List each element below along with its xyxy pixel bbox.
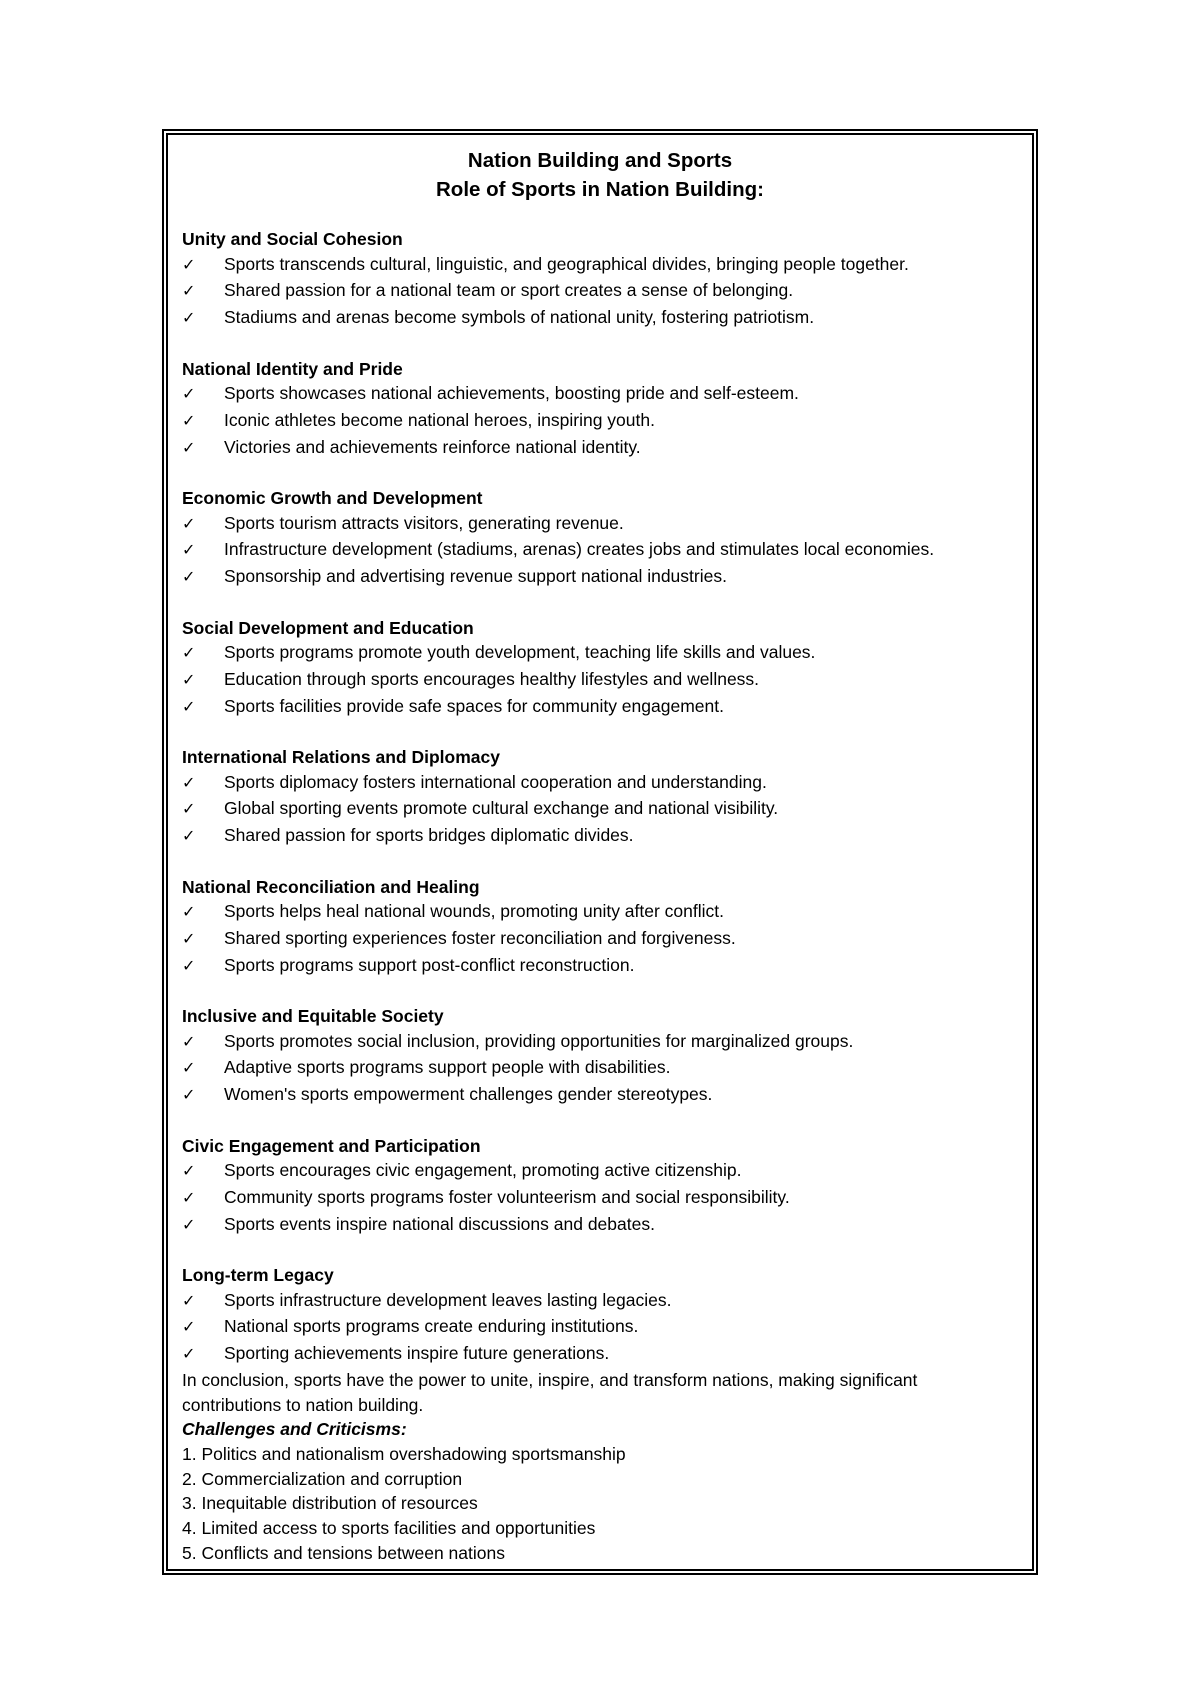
list-item-text: Sports events inspire national discussions and debates. — [224, 1213, 655, 1234]
list-item-text: Sponsorship and advertising revenue support national industries. — [224, 566, 727, 587]
checkmark-icon: ✓ — [182, 569, 196, 587]
bullet-list — [182, 381, 1018, 461]
challenge-item: 3. Inequitable distribution of resources — [182, 1493, 478, 1514]
list-item-text: Sports facilities provide safe spaces for community engagement. — [224, 695, 724, 716]
list-item — [182, 1212, 1018, 1239]
list-item — [182, 1288, 1018, 1315]
checkmark-icon: ✓ — [182, 439, 196, 457]
section — [182, 486, 1018, 591]
list-item-text: Education through sports encourages healthy lifestyles and wellness. — [224, 668, 760, 689]
challenge-item: 5. Conflicts and tensions between nations — [182, 1542, 505, 1563]
checkmark-icon: ✓ — [182, 1163, 196, 1181]
checkmark-icon: ✓ — [182, 828, 196, 846]
list-item-text: Shared sporting experiences foster reconciliation and forgiveness. — [224, 927, 736, 948]
list-item — [182, 1158, 1018, 1185]
document-content — [182, 146, 1018, 1565]
bullet-list — [182, 1029, 1018, 1109]
checkmark-icon: ✓ — [182, 515, 196, 533]
checkmark-icon: ✓ — [182, 930, 196, 948]
section-heading: International Relations and Diplomacy — [182, 747, 500, 767]
section-heading: Inclusive and Equitable Society — [182, 1006, 444, 1026]
bullet-list — [182, 640, 1018, 720]
list-item-text: Iconic athletes become national heroes, inspiring youth. — [224, 409, 655, 430]
list-item-text: Infrastructure development (stadiums, arenas) creates jobs and stimulates local economies. — [224, 539, 935, 560]
list-item — [182, 694, 1018, 721]
list-item-text: Shared passion for sports bridges diplomatic divides. — [224, 825, 634, 846]
challenge-item: 4. Limited access to sports facilities and opportunities — [182, 1518, 596, 1539]
checkmark-icon: ✓ — [182, 904, 196, 922]
checkmark-icon: ✓ — [182, 1216, 196, 1234]
challenges-list — [182, 1442, 1018, 1566]
checkmark-icon: ✓ — [182, 1189, 196, 1207]
list-item — [182, 1185, 1018, 1212]
list-item — [182, 511, 1018, 538]
list-item — [182, 953, 1018, 980]
list-item — [182, 899, 1018, 926]
checkmark-icon: ✓ — [182, 1346, 196, 1364]
section — [182, 227, 1018, 332]
checkmark-icon: ✓ — [182, 698, 196, 716]
section — [182, 1134, 1018, 1239]
conclusion-paragraph: In conclusion, sports have the power to unite, inspire, and transform nations, making significant contributions to nation building. — [182, 1369, 918, 1415]
challenge-item: 2. Commercialization and corruption — [182, 1468, 463, 1489]
checkmark-icon: ✓ — [182, 256, 196, 274]
section — [182, 1263, 1018, 1368]
checkmark-icon: ✓ — [182, 283, 196, 301]
checkmark-icon: ✓ — [182, 1292, 196, 1310]
list-item-text: Sports programs promote youth development, teaching life skills and values. — [224, 642, 816, 663]
checkmark-icon: ✓ — [182, 801, 196, 819]
checkmark-icon: ✓ — [182, 1087, 196, 1105]
list-item — [182, 1055, 1018, 1082]
section-heading: Long-term Legacy — [182, 1265, 334, 1285]
list-item — [182, 796, 1018, 823]
section-heading: Civic Engagement and Participation — [182, 1135, 481, 1156]
list-item-text: Sporting achievements inspire future generations. — [224, 1343, 610, 1364]
list-item — [182, 564, 1018, 591]
checkmark-icon: ✓ — [182, 957, 196, 975]
section-heading: Unity and Social Cohesion — [182, 229, 403, 249]
section — [182, 357, 1018, 462]
list-item — [182, 823, 1018, 850]
section-heading: Economic Growth and Development — [182, 488, 483, 508]
list-item — [182, 408, 1018, 435]
list-item — [182, 252, 1018, 279]
list-item-text: Sports encourages civic engagement, promoting active citizenship. — [224, 1160, 742, 1181]
list-item-text: National sports programs create enduring institutions. — [224, 1316, 639, 1337]
checkmark-icon: ✓ — [182, 774, 196, 792]
list-item-text: Victories and achievements reinforce national identity. — [224, 436, 641, 457]
checkmark-icon: ✓ — [182, 412, 196, 430]
checkmark-icon: ✓ — [182, 542, 196, 560]
list-item — [182, 926, 1018, 953]
list-item-text: Adaptive sports programs support people with disabilities. — [224, 1057, 671, 1078]
list-item-text: Women's sports empowerment challenges gender stereotypes. — [224, 1084, 713, 1105]
list-item-text: Community sports programs foster volunteerism and social responsibility. — [224, 1186, 790, 1207]
list-item — [182, 1082, 1018, 1109]
checkmark-icon: ✓ — [182, 671, 196, 689]
list-item — [182, 305, 1018, 332]
list-item — [182, 1029, 1018, 1056]
bullet-list — [182, 511, 1018, 591]
list-item — [182, 667, 1018, 694]
list-item-text: Sports infrastructure development leaves lasting legacies. — [224, 1289, 672, 1310]
title-block — [182, 146, 1018, 204]
list-item-text: Shared passion for a national team or sport creates a sense of belonging. — [224, 280, 794, 301]
list-item — [182, 435, 1018, 462]
section-heading: National Identity and Pride — [182, 358, 403, 379]
bullet-list — [182, 770, 1018, 850]
checkmark-icon: ✓ — [182, 1319, 196, 1337]
list-item — [182, 537, 1018, 564]
checkmark-icon: ✓ — [182, 386, 196, 404]
section — [182, 875, 1018, 980]
checkmark-icon: ✓ — [182, 1060, 196, 1078]
list-item-text: Sports diplomacy fosters international cooperation and understanding. — [224, 771, 767, 792]
section-heading: Social Development and Education — [182, 617, 474, 638]
challenges-heading: Challenges and Criticisms: — [182, 1419, 407, 1440]
bullet-list — [182, 252, 1018, 332]
section-heading: National Reconciliation and Healing — [182, 876, 480, 897]
list-item-text: Sports showcases national achievements, boosting pride and self-esteem. — [224, 383, 799, 404]
document-title: Nation Building and Sports — [467, 149, 733, 172]
list-item-text: Stadiums and arenas become symbols of national unity, fostering patriotism. — [224, 307, 815, 328]
section — [182, 745, 1018, 850]
section — [182, 616, 1018, 721]
checkmark-icon: ✓ — [182, 1033, 196, 1051]
list-item-text: Sports promotes social inclusion, providing opportunities for marginalized groups. — [224, 1030, 854, 1051]
bullet-list — [182, 899, 1018, 979]
list-item-text: Global sporting events promote cultural exchange and national visibility. — [224, 798, 779, 819]
list-item — [182, 640, 1018, 667]
challenge-item: 1. Politics and nationalism overshadowing sportsmanship — [182, 1443, 626, 1464]
list-item — [182, 1341, 1018, 1368]
section — [182, 1004, 1018, 1109]
list-item-text: Sports helps heal national wounds, promoting unity after conflict. — [224, 901, 725, 922]
bullet-list — [182, 1288, 1018, 1368]
list-item-text: Sports tourism attracts visitors, generating revenue. — [224, 512, 624, 533]
list-item — [182, 381, 1018, 408]
list-item — [182, 278, 1018, 305]
list-item — [182, 1314, 1018, 1341]
checkmark-icon: ✓ — [182, 645, 196, 663]
checkmark-icon: ✓ — [182, 310, 196, 328]
document-subtitle: Role of Sports in Nation Building: — [436, 178, 764, 201]
sections-container — [182, 227, 1018, 1368]
bullet-list — [182, 1158, 1018, 1238]
list-item-text: Sports transcends cultural, linguistic, and geographical divides, bringing people together. — [224, 253, 909, 274]
list-item — [182, 770, 1018, 797]
list-item-text: Sports programs support post-conflict reconstruction. — [224, 954, 635, 975]
